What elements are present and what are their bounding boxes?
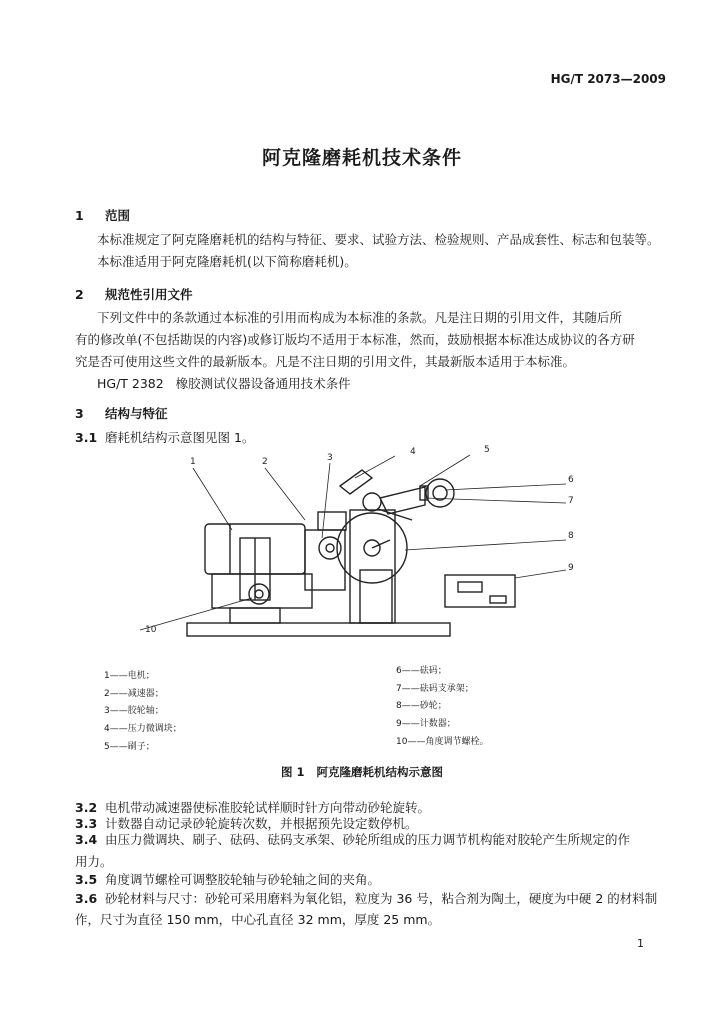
section-1-paragraph-1: 本标准规定了阿克隆磨耗机的结构与特征、要求、试验方法、检验规则、产品成套性、标志和包装等。	[97, 232, 660, 247]
clause-text: 由压力微调块、刷子、砝码、砝码支承架、砂轮所组成的压力调节机构能对胶轮产生所规定的作	[105, 832, 631, 847]
callout-6: 6	[568, 475, 574, 485]
clause-3-4	[75, 830, 630, 848]
clause-text: 电机带动减速器使标准胶轮试样顺时针方向带动砂轮旋转。	[105, 800, 431, 815]
callout-9: 9	[568, 563, 574, 573]
legend-item: 5——刷子；	[104, 742, 155, 752]
callout-4: 4	[410, 447, 416, 457]
section-number: 3	[75, 406, 84, 421]
legend-item: 10——角度调节螺栓。	[396, 737, 489, 747]
section-title: 范围	[105, 208, 131, 223]
document-title: 阿克隆磨耗机技术条件	[261, 147, 462, 169]
legend-item: 9——计数器；	[396, 719, 456, 729]
clause-3-6-continuation: 作，尺寸为直径 150 mm，中心孔直径 32 mm，厚度 25 mm。	[75, 912, 441, 927]
motor-foot	[230, 608, 280, 623]
clause-text: 磨耗机结构示意图见图 1。	[105, 430, 255, 445]
section-1-heading	[75, 206, 130, 224]
figure-caption: 图 1 阿克隆磨耗机结构示意图	[280, 765, 443, 779]
clause-text: 计数器自动记录砂轮旋转次数，并根据预先设定数停机。	[105, 816, 418, 831]
clause-3-6	[75, 889, 657, 907]
angle-bolt-wheel	[249, 584, 269, 604]
clause-3-4-continuation: 用力。	[75, 854, 113, 869]
base-plate	[187, 623, 450, 636]
section-2-line-3: 究是否可使用这些文件的最新版本。凡是不注日期的引用文件，其最新版本适用于本标准。	[75, 354, 576, 369]
clause-number: 3.5	[75, 872, 98, 887]
normative-reference: HG/T 2382 橡胶测试仪器设备通用技术条件	[97, 376, 351, 391]
section-2-heading	[75, 285, 193, 303]
page-number: 1	[637, 937, 644, 950]
clause-3-5	[75, 870, 380, 888]
legend-item: 4——压力微调块；	[104, 724, 182, 734]
callout-1: 1	[190, 457, 196, 467]
section-title: 规范性引用文件	[105, 287, 193, 302]
weight-support-frame	[380, 487, 425, 514]
callout-2: 2	[262, 457, 268, 467]
clause-number: 3.1	[75, 430, 98, 445]
section-number: 2	[75, 287, 84, 302]
legend-item: 6——砝码；	[396, 666, 447, 676]
clause-text: 砂轮材料与尺寸：砂轮可采用磨料为氧化铝，粒度为 36 号，粘合剂为陶土，硬度为中硬 2 的材料制	[105, 891, 658, 906]
section-title: 结构与特征	[105, 406, 168, 421]
clause-text: 角度调节螺栓可调整胶轮轴与砂轮轴之间的夹角。	[105, 872, 381, 887]
clause-number: 3.2	[75, 800, 98, 815]
legend-item: 8——砂轮；	[396, 701, 447, 711]
column	[350, 510, 395, 623]
section-number: 1	[75, 208, 84, 223]
section-3-heading	[75, 404, 168, 422]
legend-item: 1——电机；	[104, 671, 155, 681]
weight	[426, 479, 454, 507]
section-1-paragraph-2: 本标准适用于阿克隆磨耗机(以下简称磨耗机)。	[97, 254, 357, 269]
section-2-line-1: 下列文件中的条款通过本标准的引用而构成为本标准的条款。凡是注日期的引用文件，其随后所	[97, 310, 623, 325]
legend-item: 3——胶轮轴；	[104, 706, 164, 716]
pressure-fine-tune-block	[340, 470, 372, 494]
clause-number: 3.6	[75, 891, 98, 906]
clause-number: 3.4	[75, 832, 98, 847]
callout-3: 3	[327, 453, 333, 463]
callout-8: 8	[568, 531, 574, 541]
standard-number: HG/T 2073—2009	[550, 72, 666, 86]
legend-item: 7——砝码支承架；	[396, 684, 474, 694]
machine-structure-diagram	[0, 440, 724, 655]
callout-7: 7	[568, 496, 574, 506]
callout-5: 5	[484, 445, 490, 455]
legend-item: 2——减速器；	[104, 689, 164, 699]
counter	[445, 575, 515, 607]
clause-number: 3.3	[75, 816, 98, 831]
callout-10: 10	[145, 625, 157, 635]
section-2-line-2: 有的修改单(不包括勘误的内容)或修订版均不适用于本标准，然而，鼓励根据本标准达成协议的各方研	[75, 332, 635, 347]
